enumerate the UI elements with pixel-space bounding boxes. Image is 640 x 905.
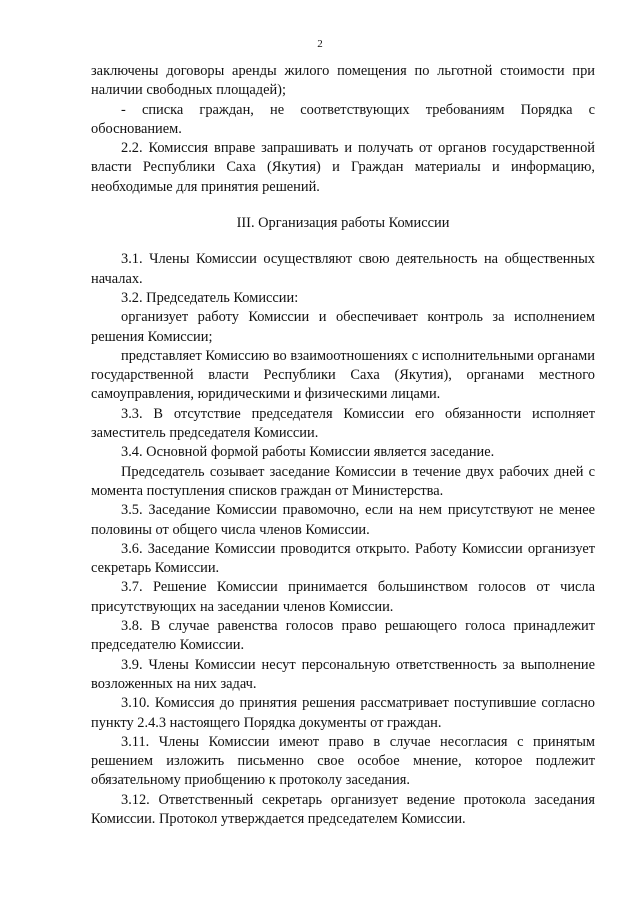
paragraph: 3.6. Заседание Комиссии проводится открыто. Работу Комиссии организует секретарь Комиссии. [91, 540, 595, 577]
paragraph: 3.5. Заседание Комиссии правомочно, если на нем присутствуют не менее половины от общего числа членов Комиссии. [91, 502, 595, 538]
paragraph: 3.4. Основной формой работы Комиссии является заседание. [121, 444, 495, 461]
paragraph: 3.3. В отсутствие председателя Комиссии его обязанности исполняет заместитель председателя Комиссии. [91, 405, 595, 442]
page-number: 2 [317, 38, 323, 50]
paragraph: заключены договоры аренды жилого помещения по льготной стоимости при наличии свободных площадей); [91, 63, 595, 99]
paragraph: 3.12. Ответственный секретарь организует ведение протокола заседания Комиссии. Протокол утверждается председателем Комиссии. [91, 791, 595, 827]
paragraph: представляет Комиссию во взаимоотношениях с исполнительными органами государственной власти Республики Саха (Якутия), органами местного самоуправления, юридическими и физическими лицами. [91, 347, 595, 403]
paragraph: 3.11. Члены Комиссии имеют право в случае несогласия с принятым решением изложить письменно свое особое мнение, которое подлежит обязательному приобщению к протоколу заседания. [91, 733, 595, 789]
paragraph: Председатель созывает заседание Комиссии в течение двух рабочих дней с момента поступления списков граждан от Министерства. [91, 463, 595, 499]
paragraph: 3.8. В случае равенства голосов право решающего голоса принадлежит председателю Комиссии. [91, 618, 595, 654]
paragraph: - списка граждан, не соответствующих требованиям Порядка с обоснованием. [91, 101, 595, 137]
section-title: III. Организация работы Комиссии [236, 215, 450, 232]
paragraph: организует работу Комиссии и обеспечивает контроль за исполнением решения Комиссии; [91, 309, 595, 345]
paragraph: 3.9. Члены Комиссии несут персональную ответственность за выполнение возложенных на них задач. [91, 656, 595, 692]
paragraph: 3.10. Комиссия до принятия решения рассматривает поступившие согласно пункту 2.4.3 настоящего Порядка документы от граждан. [91, 695, 595, 731]
paragraph: 2.2. Комиссия вправе запрашивать и получать от органов государственной власти Республики Саха (Якутия) и Граждан материалы и информацию, необходимые для принятия решений. [91, 140, 595, 195]
paragraph: 3.7. Решение Комиссии принимается большинством голосов от числа присутствующих на заседании членов Комиссии. [91, 579, 595, 615]
paragraph: 3.2. Председатель Комиссии: [121, 289, 299, 306]
document-body [91, 62, 595, 829]
paragraph: 3.1. Члены Комиссии осуществляют свою деятельность на общественных началах. [91, 251, 595, 287]
